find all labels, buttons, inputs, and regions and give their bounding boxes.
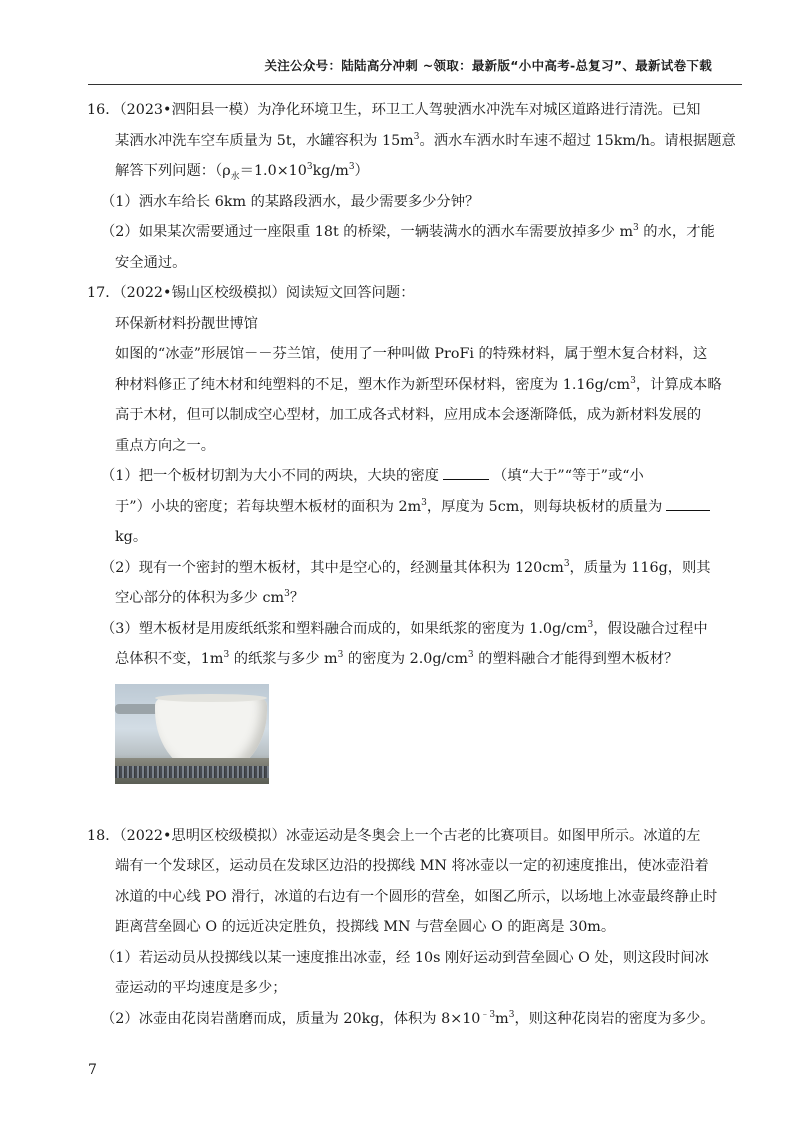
q17-body1: 如图的“冰壶”形展馆－－芬兰馆，使用了一种叫做 ProFi 的特殊材料，属于塑木复合材料，这 [115,346,708,362]
answer-blank-2 [666,498,710,511]
q16-line1: 16．（2023•泗阳县一模）为净化环境卫生，环卫工人驾驶洒水冲洗车对城区道路进行清洗。已知 [87,102,701,118]
q18-part2: （2）冰壶由花岗岩凿磨而成，质量为 20kg，体积为 $8\times 10^{﹣3}m^3$，则这种花岗岩的密度为多少。 [101,1009,715,1027]
q17-body2: 种材料修正了纯木材和纯塑料的不足，塑木作为新型环保材料，密度为 $1.16g/cm^3$，计算成本略 [115,375,722,393]
q18-line1: 18．（2022•思明区校级模拟）冰壶运动是冬奥会上一个古老的比赛项目。如图甲所示。冰道的左 [87,827,701,844]
q17-part1-unit: kg。 [115,529,148,545]
q18-line4: 距离营垒圆心 O 的远近决定胜负，投掷线 MN 与营垒圆心 O 的距离是 30m。 [115,919,616,935]
q16-part2: （2）如果某次需要通过一座限重 18t 的桥梁，一辆装满水的洒水车需要放掉多少 $m^3$ 的水，才能 [101,223,715,240]
q18-part1: （1）若运动员从投掷线以某一速度推出冰壶，经 10s 刚好运动到营垒圆心 O 处，则这段时间冰 [101,949,709,966]
q17-body3: 高于木材，但可以制成空心型材，加工成各式材料，应用成本会逐渐降低，成为新材料发展的 [115,407,702,423]
q16-line2: 某洒水冲洗车空车质量为 5t，水罐容积为 $15m^3$。洒水车洒水时车速不超过 15km/h。请根据题意 [115,131,736,149]
page-content [87,95,742,1034]
finland-pavilion-photo [115,684,269,784]
q16-part1: （1）洒水车给长 6km 的某路段洒水，最少需要多少分钟？ [101,193,480,210]
q17-part1-cont: 于”）小块的密度；若每块塑木板材的面积为 $2m^3$，厚度为 5cm，则每块板材的质量为 [87,492,742,523]
header-divider [88,84,742,85]
q17-part1: （1）把一个板材切割为大小不同的两块，大块的密度 （填“大于”“等于”或“小 [101,468,644,484]
answer-blank-1 [443,467,489,480]
q17-line1: 17．（2022•锡山区校级模拟）阅读短文回答问题： [87,285,415,301]
q17-part3: （3）塑木板材是用废纸纸浆和塑料融合而成的，如果纸浆的密度为 $1.0g/cm^3$，假设融合过程中 [101,619,708,637]
q17-body4: 重点方向之一。 [115,437,216,454]
q17-part3-cont: 总体积不变，$1m^3$ 的纸浆与多少 $m^3$ 的密度为 $2.0g/cm^3$ 的塑料融合才能得到塑木板材？ [115,650,679,667]
q18-line3: 冰道的中心线 PO 滑行，冰道的右边有一个圆形的营垒，如图乙所示，以场地上冰壶最终静止时 [115,888,718,905]
q16-line3: 解答下列问题：$(\rho_水=1.0\times 10^3kg/m^3)$ [115,162,369,182]
q17-article-title: 环保新材料扮靓世博馆 [115,315,258,332]
q17-part2-cont: 空心部分的体积为多少 $cm^3$？ [115,589,305,606]
q18-part1-cont: 壶运动的平均速度是多少； [115,980,287,996]
page-number: 7 [88,1062,97,1078]
page-header: 关注公众号：陆陆高分冲刺 ~领取：最新版“小中高考-总复习”、最新试卷下载 [264,58,712,73]
q17-part2: （2）现有一个密封的塑木板材，其中是空心的，经测量其体积为 $120cm^3$，质量为 116g，则其 [101,558,711,576]
q16-part2-cont: 安全通过。 [115,254,187,271]
q18-line2: 端有一个发球区，运动员在发球区边沿的投掷线 MN 将冰壶以一定的初速度推出，使冰壶沿着 [115,858,709,874]
